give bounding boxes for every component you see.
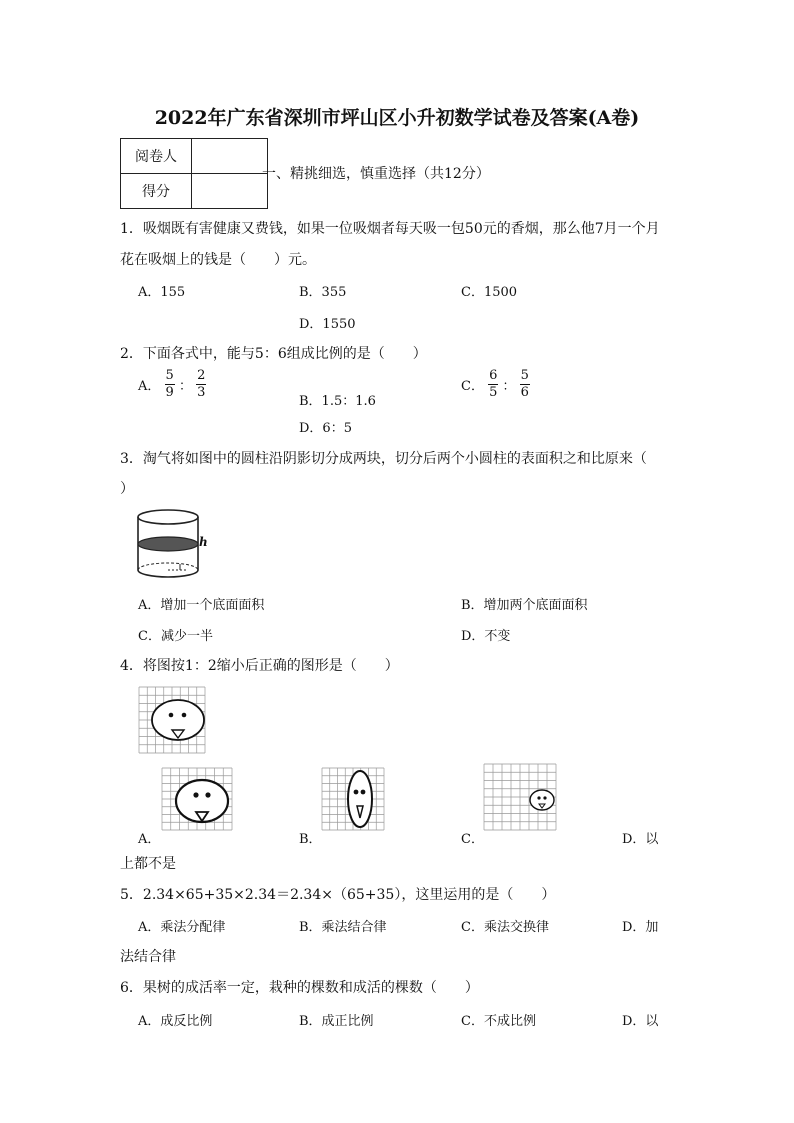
q5-option-d[interactable]: D．加 <box>622 920 659 935</box>
score-cell <box>192 174 268 209</box>
q1-option-c[interactable]: C．1500 <box>461 285 518 300</box>
q4-option-d[interactable]: D．以 <box>622 832 659 847</box>
q5-option-a[interactable]: A．乘法分配律 <box>138 920 226 935</box>
numerator: 5 <box>520 368 529 383</box>
q1-option-b[interactable]: B．355 <box>299 285 347 300</box>
q2-a-fraction-1 <box>165 368 175 401</box>
q2-option-c[interactable] <box>461 368 530 401</box>
q2-c-fraction-2 <box>520 368 530 401</box>
q5-option-d-wrap: 法结合律 <box>120 949 176 965</box>
section-heading: 一、精挑细选，慎重选择（共12分） <box>262 166 490 182</box>
q3-option-d[interactable]: D．不变 <box>461 629 511 644</box>
q4-option-a-figure <box>162 768 232 830</box>
denominator: 9 <box>165 385 174 400</box>
question-3-line2: ） <box>120 481 134 497</box>
denominator: 6 <box>520 385 529 400</box>
denominator: 3 <box>197 385 206 400</box>
denominator: 5 <box>489 385 498 400</box>
q4-option-c[interactable]: C． <box>461 832 484 847</box>
question-5-line1: 5．2.34×65+35×2.34＝2.34×（65+35），这里运用的是（ ） <box>120 887 556 903</box>
q3-option-c[interactable]: C．减少一半 <box>138 629 213 644</box>
question-2-line1: 2．下面各式中，能与5：6组成比例的是（ ） <box>120 346 427 362</box>
numerator: 6 <box>489 368 498 383</box>
question-1-line2: 花在吸烟上的钱是（ ）元。 <box>120 252 316 268</box>
q4-option-b[interactable]: B． <box>299 832 322 847</box>
question-6-line1: 6．果树的成活率一定，栽种的棵数和成活的棵数（ ） <box>120 980 479 996</box>
q4-option-a[interactable]: A． <box>138 832 161 847</box>
page-title: 2022年广东省深圳市坪山区小升初数学试卷及答案(A卷) <box>154 107 640 129</box>
q5-option-c[interactable]: C．乘法交换律 <box>461 920 549 935</box>
q1-option-a[interactable]: A．155 <box>138 285 186 300</box>
q4-option-d-wrap: 上都不是 <box>120 856 176 872</box>
q2-option-d[interactable]: D．6：5 <box>299 421 352 436</box>
q2-option-b[interactable]: B．1.5：1.6 <box>299 394 376 409</box>
numerator: 2 <box>197 368 206 383</box>
q6-option-d[interactable]: D．以 <box>622 1014 659 1029</box>
q4-option-c-figure <box>484 764 556 830</box>
q3-option-b[interactable]: B．增加两个底面面积 <box>461 598 588 613</box>
q2-c-sep: ： <box>502 379 516 394</box>
q1-option-d[interactable]: D．1550 <box>299 317 356 332</box>
q2-a-sep: ： <box>178 379 192 394</box>
q2-a-prefix: A． <box>138 379 161 394</box>
q6-option-c[interactable]: C．不成比例 <box>461 1014 536 1029</box>
q6-option-b[interactable]: B．成正比例 <box>299 1014 374 1029</box>
question-3-line1: 3．淘气将如图中的圆柱沿阴影切分成两块，切分后两个小圆柱的表面积之和比原来（ <box>120 451 647 467</box>
q2-option-a[interactable] <box>138 368 206 401</box>
score-table <box>120 138 268 209</box>
q2-c-fraction-1 <box>488 368 498 401</box>
q5-option-b[interactable]: B．乘法结合律 <box>299 920 387 935</box>
cylinder-h-label: h <box>199 535 208 549</box>
reviewer-cell <box>192 139 268 174</box>
score-label: 得分 <box>121 174 192 209</box>
q2-a-fraction-2 <box>196 368 206 401</box>
reviewer-label: 阅卷人 <box>121 139 192 174</box>
question-4-line1: 4．将图按1：2缩小后正确的图形是（ ） <box>120 658 399 674</box>
q4-option-b-figure <box>322 768 384 830</box>
original-face-grid-figure <box>139 687 205 753</box>
question-1-line1: 1．吸烟既有害健康又费钱，如果一位吸烟者每天吸一包50元的香烟，那么他7月一个月 <box>120 221 660 237</box>
q6-option-a[interactable]: A．成反比例 <box>138 1014 213 1029</box>
numerator: 5 <box>165 368 174 383</box>
q2-c-prefix: C． <box>461 379 484 394</box>
q3-option-a[interactable]: A．增加一个底面面积 <box>138 598 265 613</box>
